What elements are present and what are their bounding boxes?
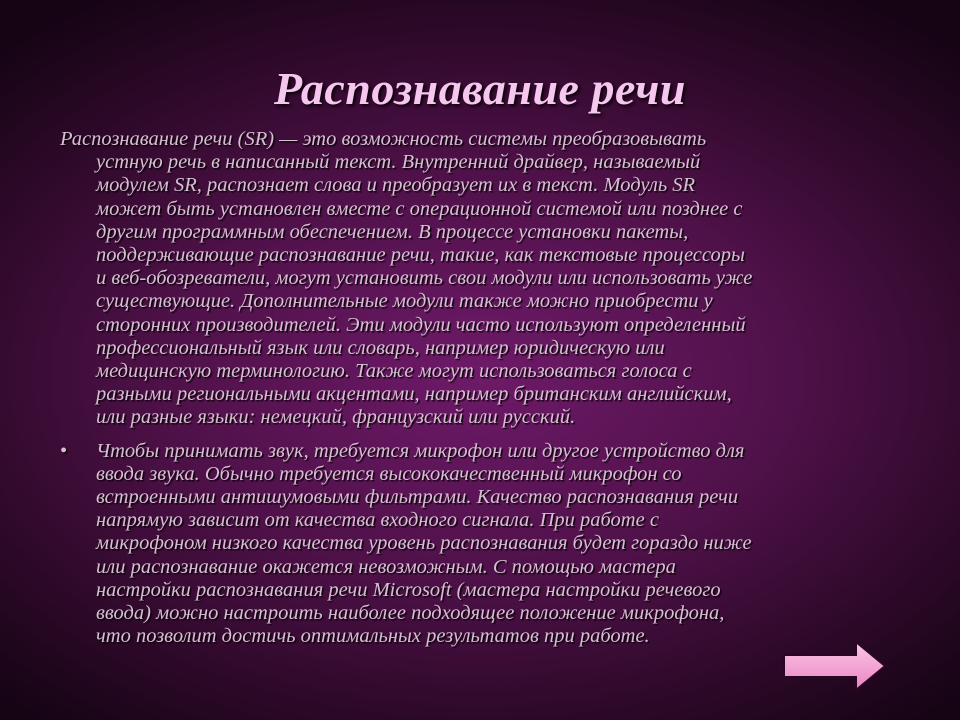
paragraph-line: может быть установлен вместе с операционной системой или позднее с — [96, 197, 743, 220]
bullet-line: что позволит достичь оптимальных результатов при работе. — [96, 625, 650, 648]
bullet-line: или распознавание окажется невозможным. С помощью мастера — [96, 555, 676, 578]
paragraph-line: модулем SR, распознает слова и преобразует их в текст. Модуль SR — [96, 174, 696, 197]
bullet-item — [60, 440, 910, 649]
bullet-line: ввода) можно настроить наиболее подходящее положение микрофона, — [96, 602, 725, 625]
bullet-line: встроенными антишумовыми фильтрами. Качество распознавания речи — [96, 486, 739, 509]
slide-content — [60, 128, 910, 648]
paragraph-line: другим программным обеспечением. В процессе установки пакеты, — [96, 220, 689, 243]
paragraph-line: медицинскую терминологию. Также могут использоваться голоса с — [96, 360, 692, 383]
bullet-line: Чтобы принимать звук, требуется микрофон или другое устройство для — [96, 439, 745, 462]
paragraph-line: поддерживающие распознавание речи, такие, как текстовые процессоры — [96, 244, 745, 267]
paragraph-line: сторонних производителей. Эти модули часто используют определенный — [96, 313, 746, 336]
paragraph-line: устную речь в написанный текст. Внутренний драйвер, называемый — [96, 151, 701, 174]
bullet-line: напрямую зависит от качества входного сигнала. При работе с — [96, 509, 659, 532]
paragraph-line: или разные языки: немецкий, французский или русский. — [96, 406, 576, 429]
arrow-right-icon — [782, 640, 888, 692]
paragraph-line: и веб-обозреватели, могут установить свои модули или использовать уже — [96, 267, 753, 290]
paragraph-line: существующие. Дополнительные модули также можно приобрести у — [96, 290, 713, 313]
bullet-marker: • — [60, 439, 68, 462]
paragraph-line: разными региональными акцентами, например британским английским, — [96, 383, 732, 406]
bullet-line: ввода звука. Обычно требуется высококачественный микрофон со — [96, 462, 682, 485]
intro-paragraph — [60, 128, 910, 430]
next-slide-button[interactable] — [782, 640, 888, 692]
paragraph-line: Распознавание речи (SR) — это возможность системы преобразовывать — [60, 128, 707, 150]
slide-title: Распознавание речи — [273, 63, 687, 114]
bullet-line: микрофоном низкого качества уровень распознавания будет гораздо ниже — [96, 532, 752, 555]
bullet-line: настройки распознавания речи Microsoft (мастера настройки речевого — [96, 578, 721, 601]
paragraph-line: профессиональный язык или словарь, например юридическую или — [96, 336, 665, 359]
